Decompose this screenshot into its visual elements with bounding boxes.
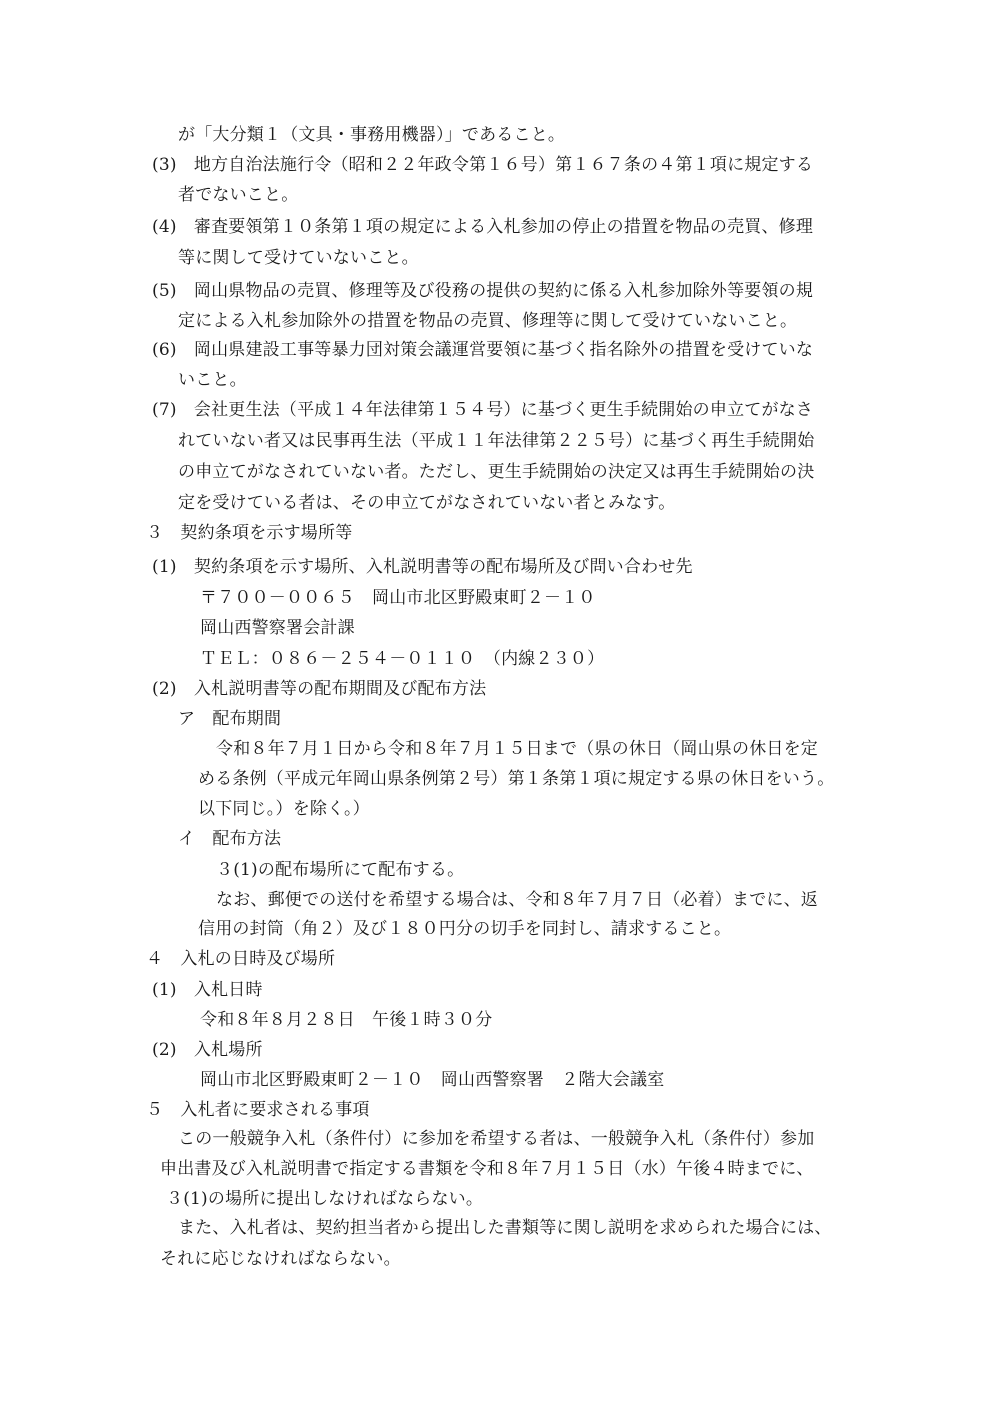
section-heading: ３ 契約条項を示す場所等 bbox=[146, 523, 353, 543]
text-line: める条例（平成元年岡山県条例第２号）第１条第１項に規定する県の休日をいう。 bbox=[198, 769, 835, 789]
text-line: (7) 会社更生法（平成１４年法律第１５４号）に基づく更生手続開始の申立てがなさ bbox=[152, 400, 814, 420]
text-line: (3) 地方自治法施行令（昭和２２年政令第１６号）第１６７条の４第１項に規定する bbox=[152, 155, 814, 175]
text-line: 令和８年７月１日から令和８年７月１５日まで（県の休日（岡山県の休日を定 bbox=[216, 739, 818, 759]
text-line: 等に関して受けていないこと。 bbox=[178, 248, 419, 268]
text-line: (1) 入札日時 bbox=[152, 980, 263, 1000]
text-line: れていない者又は民事再生法（平成１１年法律第２２５号）に基づく再生手続開始 bbox=[178, 431, 815, 451]
text-line: 岡山西警察署会計課 bbox=[200, 618, 355, 638]
text-line: 申出書及び入札説明書で指定する書類を令和８年７月１５日（水）午後４時までに、 bbox=[160, 1159, 814, 1179]
text-line: (5) 岡山県物品の売買、修理等及び役務の提供の契約に係る入札参加除外等要領の規 bbox=[152, 281, 814, 301]
text-line: また、入札者は、契約担当者から提出した書類等に関し説明を求められた場合には、 bbox=[178, 1218, 832, 1238]
text-line: (2) 入札場所 bbox=[152, 1040, 263, 1060]
section-heading: ４ 入札の日時及び場所 bbox=[146, 949, 336, 969]
text-line: ア 配布期間 bbox=[178, 709, 282, 729]
text-line: 者でないこと。 bbox=[178, 185, 299, 205]
text-line: (2) 入札説明書等の配布期間及び配布方法 bbox=[152, 679, 487, 699]
text-line: それに応じなければならない。 bbox=[160, 1249, 401, 1269]
text-line: (4) 審査要領第１０条第１項の規定による入札参加の停止の措置を物品の売買、修理 bbox=[152, 217, 814, 237]
text-line: 令和８年８月２８日 午後１時３０分 bbox=[200, 1010, 493, 1030]
text-line: 以下同じ。）を除く。） bbox=[198, 799, 370, 819]
text-line: 信用の封筒（角２）及び１８０円分の切手を同封し、請求すること。 bbox=[198, 919, 732, 939]
text-line: が「大分類１（文具・事務用機器）」であること。 bbox=[178, 125, 566, 145]
text-line: いこと。 bbox=[178, 370, 247, 390]
section-heading: ５ 入札者に要求される事項 bbox=[146, 1100, 370, 1120]
text-line: この一般競争入札（条件付）に参加を希望する者は、一般競争入札（条件付）参加 bbox=[178, 1129, 815, 1149]
text-line: (1) 契約条項を示す場所、入札説明書等の配布場所及び問い合わせ先 bbox=[152, 557, 693, 577]
text-line: の申立てがなされていない者。ただし、更生手続開始の決定又は再生手続開始の決 bbox=[178, 462, 815, 482]
text-line: (6) 岡山県建設工事等暴力団対策会議運営要領に基づく指名除外の措置を受けていな bbox=[152, 340, 814, 360]
text-line: なお、郵便での送付を希望する場合は、令和８年７月７日（必着）までに、返 bbox=[216, 890, 818, 910]
text-line: ３(1)の場所に提出しなければならない。 bbox=[166, 1189, 484, 1209]
text-line: ＴＥＬ：０８６－２５４－０１１０ （内線２３０） bbox=[200, 649, 605, 669]
text-line: 〒７００－００６５ 岡山市北区野殿東町２－１０ bbox=[200, 588, 596, 608]
text-line: 岡山市北区野殿東町２－１０ 岡山西警察署 ２階大会議室 bbox=[200, 1070, 665, 1090]
text-line: 定を受けている者は、その申立てがなされていない者とみなす。 bbox=[178, 493, 676, 513]
text-line: 定による入札参加除外の措置を物品の売買、修理等に関して受けていないこと。 bbox=[178, 311, 798, 331]
text-line: イ 配布方法 bbox=[178, 829, 282, 849]
text-line: ３(1)の配布場所にて配布する。 bbox=[216, 860, 465, 880]
